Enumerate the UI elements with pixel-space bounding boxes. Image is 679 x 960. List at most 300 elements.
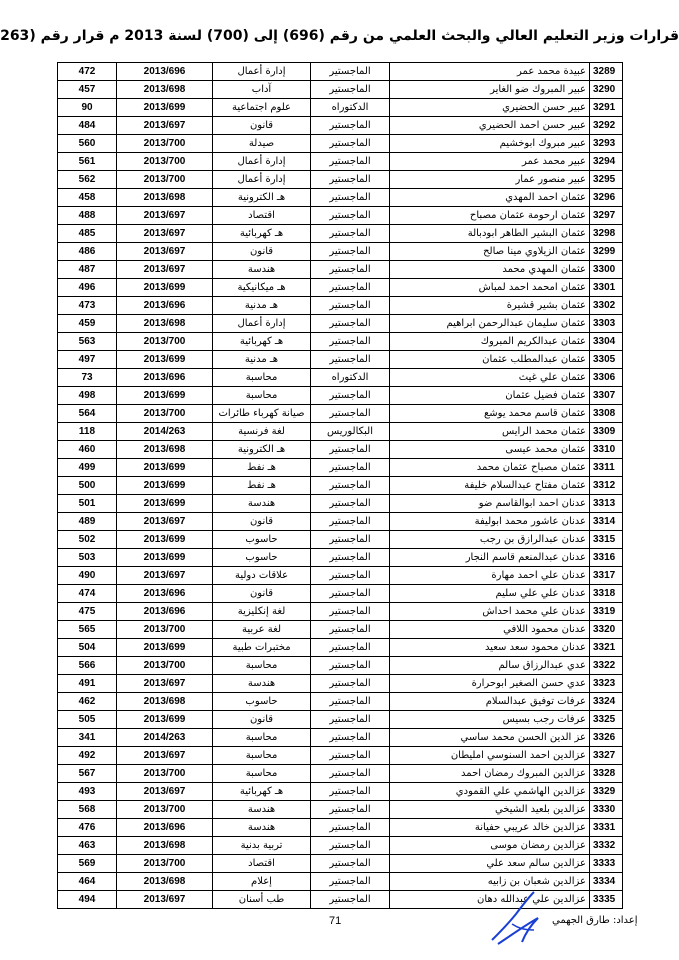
specialty-cell: قانون xyxy=(213,513,311,531)
name-cell: عدنان محمود سعد سعيد xyxy=(390,639,590,657)
decision-cell: 2013/700 xyxy=(117,405,213,423)
code-cell: 564 xyxy=(58,405,117,423)
table-row xyxy=(58,549,623,567)
table-row xyxy=(58,117,623,135)
specialty-cell: تربية بدنية xyxy=(213,837,311,855)
specialty-cell: قانون xyxy=(213,243,311,261)
serial-number-cell: 3317 xyxy=(590,567,623,585)
degree-cell: الماجستير xyxy=(311,405,390,423)
degree-cell: الماجستير xyxy=(311,459,390,477)
degree-cell: الماجستير xyxy=(311,765,390,783)
degree-cell: الماجستير xyxy=(311,117,390,135)
degree-cell: الماجستير xyxy=(311,693,390,711)
code-cell: 498 xyxy=(58,387,117,405)
code-cell: 473 xyxy=(58,297,117,315)
decision-cell: 2013/699 xyxy=(117,531,213,549)
specialty-cell: اقتصاد xyxy=(213,207,311,225)
decision-cell: 2013/696 xyxy=(117,63,213,81)
decision-cell: 2013/696 xyxy=(117,819,213,837)
degree-cell: الماجستير xyxy=(311,675,390,693)
serial-number-cell: 3300 xyxy=(590,261,623,279)
specialty-cell: هـ ميكانيكية xyxy=(213,279,311,297)
name-cell: عثمان الزيلاوي مينا صالح xyxy=(390,243,590,261)
name-cell: عرفات رجب بسيس xyxy=(390,711,590,729)
specialty-cell: آداب xyxy=(213,81,311,99)
serial-number-cell: 3318 xyxy=(590,585,623,603)
table-row xyxy=(58,153,623,171)
table-row xyxy=(58,369,623,387)
serial-number-cell: 3294 xyxy=(590,153,623,171)
serial-number-cell: 3299 xyxy=(590,243,623,261)
specialty-cell: حاسوب xyxy=(213,693,311,711)
specialty-cell: محاسبة xyxy=(213,765,311,783)
table-row xyxy=(58,711,623,729)
specialty-cell: حاسوب xyxy=(213,549,311,567)
degree-cell: الماجستير xyxy=(311,531,390,549)
serial-number-cell: 3329 xyxy=(590,783,623,801)
name-cell: عدي عبدالرزاق سالم xyxy=(390,657,590,675)
degree-cell: الماجستير xyxy=(311,63,390,81)
specialty-cell: لغة فرنسية xyxy=(213,423,311,441)
code-cell: 474 xyxy=(58,585,117,603)
serial-number-cell: 3298 xyxy=(590,225,623,243)
degree-cell: الماجستير xyxy=(311,603,390,621)
table-row xyxy=(58,261,623,279)
decision-cell: 2013/697 xyxy=(117,225,213,243)
degree-cell: الماجستير xyxy=(311,495,390,513)
decision-cell: 2013/699 xyxy=(117,711,213,729)
name-cell: عثمان المهدي محمد xyxy=(390,261,590,279)
name-cell: عثمان محمد عيسى xyxy=(390,441,590,459)
degree-cell: الماجستير xyxy=(311,891,390,909)
prepared-by: إعداد: طارق الجهمي xyxy=(552,915,638,926)
specialty-cell: إعلام xyxy=(213,873,311,891)
serial-number-cell: 3320 xyxy=(590,621,623,639)
decision-cell: 2013/700 xyxy=(117,171,213,189)
serial-number-cell: 3303 xyxy=(590,315,623,333)
code-cell: 475 xyxy=(58,603,117,621)
degree-cell: الدكتوراه xyxy=(311,369,390,387)
table-row xyxy=(58,333,623,351)
decision-cell: 2013/700 xyxy=(117,153,213,171)
degree-cell: الماجستير xyxy=(311,801,390,819)
code-cell: 500 xyxy=(58,477,117,495)
decision-cell: 2013/698 xyxy=(117,837,213,855)
decision-cell: 2013/697 xyxy=(117,891,213,909)
decision-cell: 2013/698 xyxy=(117,441,213,459)
table-row xyxy=(58,567,623,585)
code-cell: 505 xyxy=(58,711,117,729)
code-cell: 499 xyxy=(58,459,117,477)
decision-cell: 2013/700 xyxy=(117,135,213,153)
serial-number-cell: 3291 xyxy=(590,99,623,117)
decision-cell: 2013/700 xyxy=(117,621,213,639)
serial-number-cell: 3297 xyxy=(590,207,623,225)
code-cell: 493 xyxy=(58,783,117,801)
name-cell: عثمان امحمد احمد لمباش xyxy=(390,279,590,297)
name-cell: عبير حسن احمد الحضيري xyxy=(390,117,590,135)
name-cell: عدنان علي محمد احداش xyxy=(390,603,590,621)
table-row xyxy=(58,189,623,207)
specialty-cell: هندسة xyxy=(213,261,311,279)
name-cell: عبير مبروك ابوخشيم xyxy=(390,135,590,153)
serial-number-cell: 3307 xyxy=(590,387,623,405)
specialty-cell: إدارة أعمال xyxy=(213,315,311,333)
decision-cell: 2013/697 xyxy=(117,747,213,765)
table-row xyxy=(58,837,623,855)
serial-number-cell: 3290 xyxy=(590,81,623,99)
decision-cell: 2013/700 xyxy=(117,801,213,819)
serial-number-cell: 3321 xyxy=(590,639,623,657)
degree-cell: الماجستير xyxy=(311,513,390,531)
specialty-cell: هـ مدنية xyxy=(213,351,311,369)
degree-cell: الماجستير xyxy=(311,261,390,279)
serial-number-cell: 3327 xyxy=(590,747,623,765)
table-row xyxy=(58,513,623,531)
name-cell: عثمان مفتاح عبدالسلام خليفة xyxy=(390,477,590,495)
degree-cell: الماجستير xyxy=(311,441,390,459)
decision-cell: 2013/697 xyxy=(117,567,213,585)
code-cell: 459 xyxy=(58,315,117,333)
code-cell: 476 xyxy=(58,819,117,837)
serial-number-cell: 3323 xyxy=(590,675,623,693)
degree-cell: الماجستير xyxy=(311,729,390,747)
table-row xyxy=(58,315,623,333)
name-cell: عبير حسن الحضيري xyxy=(390,99,590,117)
specialty-cell: لغة إنكليزية xyxy=(213,603,311,621)
decision-cell: 2013/699 xyxy=(117,387,213,405)
name-cell: عبيدة محمد عمر xyxy=(390,63,590,81)
name-cell: عدي حسن الصغير ابوحرارة xyxy=(390,675,590,693)
name-cell: عثمان مصباح عثمان محمد xyxy=(390,459,590,477)
serial-number-cell: 3328 xyxy=(590,765,623,783)
degree-cell: الماجستير xyxy=(311,351,390,369)
name-cell: عبير المبروك ضو الغاير xyxy=(390,81,590,99)
specialty-cell: قانون xyxy=(213,117,311,135)
code-cell: 486 xyxy=(58,243,117,261)
name-cell: عثمان محمد الرايس xyxy=(390,423,590,441)
name-cell: عرفات توفيق عبدالسلام xyxy=(390,693,590,711)
code-cell: 565 xyxy=(58,621,117,639)
specialty-cell: إدارة أعمال xyxy=(213,63,311,81)
code-cell: 460 xyxy=(58,441,117,459)
name-cell: عدنان عبدالرازق بن رجب xyxy=(390,531,590,549)
table-row xyxy=(58,747,623,765)
name-cell: عثمان قاسم محمد يوشع xyxy=(390,405,590,423)
decision-cell: 2013/698 xyxy=(117,81,213,99)
degree-cell: الماجستير xyxy=(311,657,390,675)
table-row xyxy=(58,81,623,99)
degree-cell: الماجستير xyxy=(311,639,390,657)
name-cell: عدنان علي علي سليم xyxy=(390,585,590,603)
degree-cell: الماجستير xyxy=(311,387,390,405)
specialty-cell: هـ الكترونية xyxy=(213,189,311,207)
code-cell: 490 xyxy=(58,567,117,585)
degree-cell: الماجستير xyxy=(311,819,390,837)
name-cell: عزالدين المبروك رمضان احمد xyxy=(390,765,590,783)
records-table-body xyxy=(58,63,623,909)
specialty-cell: محاسبة xyxy=(213,657,311,675)
serial-number-cell: 3304 xyxy=(590,333,623,351)
name-cell: عثمان فضيل عثمان xyxy=(390,387,590,405)
table-row xyxy=(58,855,623,873)
page-number: 71 xyxy=(329,915,342,927)
degree-cell: الماجستير xyxy=(311,333,390,351)
decision-cell: 2013/699 xyxy=(117,351,213,369)
specialty-cell: هندسة xyxy=(213,495,311,513)
degree-cell: الماجستير xyxy=(311,189,390,207)
code-cell: 566 xyxy=(58,657,117,675)
code-cell: 504 xyxy=(58,639,117,657)
decision-cell: 2013/700 xyxy=(117,333,213,351)
table-row xyxy=(58,729,623,747)
specialty-cell: هـ كهربائية xyxy=(213,333,311,351)
specialty-cell: اقتصاد xyxy=(213,855,311,873)
degree-cell: الدكتوراه xyxy=(311,99,390,117)
specialty-cell: محاسبة xyxy=(213,729,311,747)
page-title: قرارات وزير التعليم العالي والبحث العلمي من رقم (696) إلى (700) لسنة 2013 م قرار رقم (263 xyxy=(0,28,679,44)
name-cell: عثمان سليمان عبدالرحمن ابراهيم xyxy=(390,315,590,333)
decision-cell: 2013/698 xyxy=(117,873,213,891)
serial-number-cell: 3330 xyxy=(590,801,623,819)
serial-number-cell: 3292 xyxy=(590,117,623,135)
degree-cell: الماجستير xyxy=(311,135,390,153)
specialty-cell: حاسوب xyxy=(213,531,311,549)
table-row xyxy=(58,423,623,441)
degree-cell: الماجستير xyxy=(311,747,390,765)
table-row xyxy=(58,207,623,225)
decision-cell: 2013/696 xyxy=(117,585,213,603)
decision-cell: 2013/697 xyxy=(117,513,213,531)
table-row xyxy=(58,405,623,423)
degree-cell: الماجستير xyxy=(311,297,390,315)
code-cell: 503 xyxy=(58,549,117,567)
table-row xyxy=(58,603,623,621)
name-cell: عثمان علي غيث xyxy=(390,369,590,387)
name-cell: عثمان بشير قشيرة xyxy=(390,297,590,315)
degree-cell: الماجستير xyxy=(311,783,390,801)
name-cell: عثمان عبدالمطلب عثمان xyxy=(390,351,590,369)
decision-cell: 2013/699 xyxy=(117,99,213,117)
decision-cell: 2014/263 xyxy=(117,729,213,747)
name-cell: عدنان عبدالمنعم قاسم النجار xyxy=(390,549,590,567)
table-row xyxy=(58,297,623,315)
serial-number-cell: 3313 xyxy=(590,495,623,513)
decision-cell: 2013/698 xyxy=(117,315,213,333)
decision-cell: 2013/697 xyxy=(117,207,213,225)
table-row xyxy=(58,675,623,693)
code-cell: 484 xyxy=(58,117,117,135)
name-cell: عدنان علي احمد مهارة xyxy=(390,567,590,585)
code-cell: 567 xyxy=(58,765,117,783)
name-cell: عدنان عاشور محمد ابوليفة xyxy=(390,513,590,531)
specialty-cell: صيانة كهرباء طائرات xyxy=(213,405,311,423)
table-row xyxy=(58,279,623,297)
specialty-cell: مختبرات طبية xyxy=(213,639,311,657)
decision-cell: 2013/697 xyxy=(117,783,213,801)
name-cell: عزالدين خالد عريبي حفيانة xyxy=(390,819,590,837)
decision-cell: 2013/699 xyxy=(117,549,213,567)
decision-cell: 2013/696 xyxy=(117,603,213,621)
code-cell: 491 xyxy=(58,675,117,693)
code-cell: 457 xyxy=(58,81,117,99)
code-cell: 501 xyxy=(58,495,117,513)
serial-number-cell: 3314 xyxy=(590,513,623,531)
degree-cell: الماجستير xyxy=(311,567,390,585)
table-row xyxy=(58,765,623,783)
code-cell: 502 xyxy=(58,531,117,549)
serial-number-cell: 3311 xyxy=(590,459,623,477)
serial-number-cell: 3301 xyxy=(590,279,623,297)
name-cell: عزالدين علي عبدالله دهان xyxy=(390,891,590,909)
table-row xyxy=(58,63,623,81)
decision-cell: 2013/699 xyxy=(117,459,213,477)
name-cell: عز الدين الحسن محمد ساسي xyxy=(390,729,590,747)
table-row xyxy=(58,819,623,837)
table-row xyxy=(58,171,623,189)
serial-number-cell: 3306 xyxy=(590,369,623,387)
serial-number-cell: 3326 xyxy=(590,729,623,747)
specialty-cell: علوم اجتماعية xyxy=(213,99,311,117)
specialty-cell: هندسة xyxy=(213,675,311,693)
name-cell: عدنان احمد ابوالقاسم ضو xyxy=(390,495,590,513)
name-cell: عزالدين شعبان بن زابيه xyxy=(390,873,590,891)
degree-cell: البكالوريس xyxy=(311,423,390,441)
serial-number-cell: 3333 xyxy=(590,855,623,873)
code-cell: 492 xyxy=(58,747,117,765)
decision-cell: 2013/699 xyxy=(117,477,213,495)
serial-number-cell: 3316 xyxy=(590,549,623,567)
name-cell: عبير محمد عمر xyxy=(390,153,590,171)
degree-cell: الماجستير xyxy=(311,171,390,189)
code-cell: 90 xyxy=(58,99,117,117)
specialty-cell: هـ كهربائية xyxy=(213,783,311,801)
table-row xyxy=(58,477,623,495)
decision-cell: 2013/699 xyxy=(117,639,213,657)
name-cell: عثمان عبدالكريم المبروك xyxy=(390,333,590,351)
serial-number-cell: 3296 xyxy=(590,189,623,207)
serial-number-cell: 3334 xyxy=(590,873,623,891)
code-cell: 497 xyxy=(58,351,117,369)
degree-cell: الماجستير xyxy=(311,711,390,729)
code-cell: 569 xyxy=(58,855,117,873)
degree-cell: الماجستير xyxy=(311,855,390,873)
specialty-cell: إدارة أعمال xyxy=(213,171,311,189)
degree-cell: الماجستير xyxy=(311,279,390,297)
degree-cell: الماجستير xyxy=(311,153,390,171)
records-table xyxy=(57,62,623,909)
serial-number-cell: 3315 xyxy=(590,531,623,549)
specialty-cell: علاقات دولية xyxy=(213,567,311,585)
specialty-cell: هندسة xyxy=(213,801,311,819)
serial-number-cell: 3305 xyxy=(590,351,623,369)
specialty-cell: محاسبة xyxy=(213,369,311,387)
serial-number-cell: 3319 xyxy=(590,603,623,621)
table-row xyxy=(58,783,623,801)
table-row xyxy=(58,441,623,459)
table-row xyxy=(58,531,623,549)
table-row xyxy=(58,693,623,711)
specialty-cell: محاسبة xyxy=(213,747,311,765)
decision-cell: 2013/698 xyxy=(117,189,213,207)
code-cell: 485 xyxy=(58,225,117,243)
decision-cell: 2013/697 xyxy=(117,117,213,135)
table-row xyxy=(58,225,623,243)
table-row xyxy=(58,135,623,153)
code-cell: 563 xyxy=(58,333,117,351)
degree-cell: الماجستير xyxy=(311,873,390,891)
code-cell: 118 xyxy=(58,423,117,441)
code-cell: 463 xyxy=(58,837,117,855)
degree-cell: الماجستير xyxy=(311,81,390,99)
serial-number-cell: 3335 xyxy=(590,891,623,909)
decision-cell: 2013/696 xyxy=(117,369,213,387)
table-row xyxy=(58,99,623,117)
decision-cell: 2013/697 xyxy=(117,243,213,261)
code-cell: 494 xyxy=(58,891,117,909)
code-cell: 464 xyxy=(58,873,117,891)
specialty-cell: هـ نفط xyxy=(213,459,311,477)
degree-cell: الماجستير xyxy=(311,477,390,495)
serial-number-cell: 3289 xyxy=(590,63,623,81)
name-cell: عدنان محمود اللافي xyxy=(390,621,590,639)
degree-cell: الماجستير xyxy=(311,315,390,333)
degree-cell: الماجستير xyxy=(311,621,390,639)
table-row xyxy=(58,639,623,657)
specialty-cell: هـ نفط xyxy=(213,477,311,495)
serial-number-cell: 3293 xyxy=(590,135,623,153)
decision-cell: 2013/700 xyxy=(117,657,213,675)
table-row xyxy=(58,621,623,639)
serial-number-cell: 3295 xyxy=(590,171,623,189)
specialty-cell: محاسبة xyxy=(213,387,311,405)
specialty-cell: هـ كهربائية xyxy=(213,225,311,243)
serial-number-cell: 3331 xyxy=(590,819,623,837)
specialty-cell: هـ الكترونية xyxy=(213,441,311,459)
code-cell: 462 xyxy=(58,693,117,711)
serial-number-cell: 3302 xyxy=(590,297,623,315)
code-cell: 472 xyxy=(58,63,117,81)
degree-cell: الماجستير xyxy=(311,549,390,567)
degree-cell: الماجستير xyxy=(311,837,390,855)
code-cell: 73 xyxy=(58,369,117,387)
code-cell: 489 xyxy=(58,513,117,531)
decision-cell: 2014/263 xyxy=(117,423,213,441)
degree-cell: الماجستير xyxy=(311,243,390,261)
name-cell: عزالدين سالم سعد علي xyxy=(390,855,590,873)
serial-number-cell: 3308 xyxy=(590,405,623,423)
table-row xyxy=(58,657,623,675)
code-cell: 341 xyxy=(58,729,117,747)
code-cell: 458 xyxy=(58,189,117,207)
code-cell: 487 xyxy=(58,261,117,279)
code-cell: 488 xyxy=(58,207,117,225)
table-row xyxy=(58,243,623,261)
name-cell: عثمان ارحومة عثمان مصباح xyxy=(390,207,590,225)
decision-cell: 2013/699 xyxy=(117,279,213,297)
name-cell: عزالدين بلعيد الشيخي xyxy=(390,801,590,819)
name-cell: عبير منصور عمار xyxy=(390,171,590,189)
serial-number-cell: 3324 xyxy=(590,693,623,711)
name-cell: عزالدين احمد السنوسي امليطان xyxy=(390,747,590,765)
serial-number-cell: 3332 xyxy=(590,837,623,855)
name-cell: عزالدين الهاشمي علي القمودي xyxy=(390,783,590,801)
decision-cell: 2013/699 xyxy=(117,495,213,513)
decision-cell: 2013/700 xyxy=(117,765,213,783)
signature-mark xyxy=(488,888,548,948)
table-row xyxy=(58,585,623,603)
code-cell: 496 xyxy=(58,279,117,297)
